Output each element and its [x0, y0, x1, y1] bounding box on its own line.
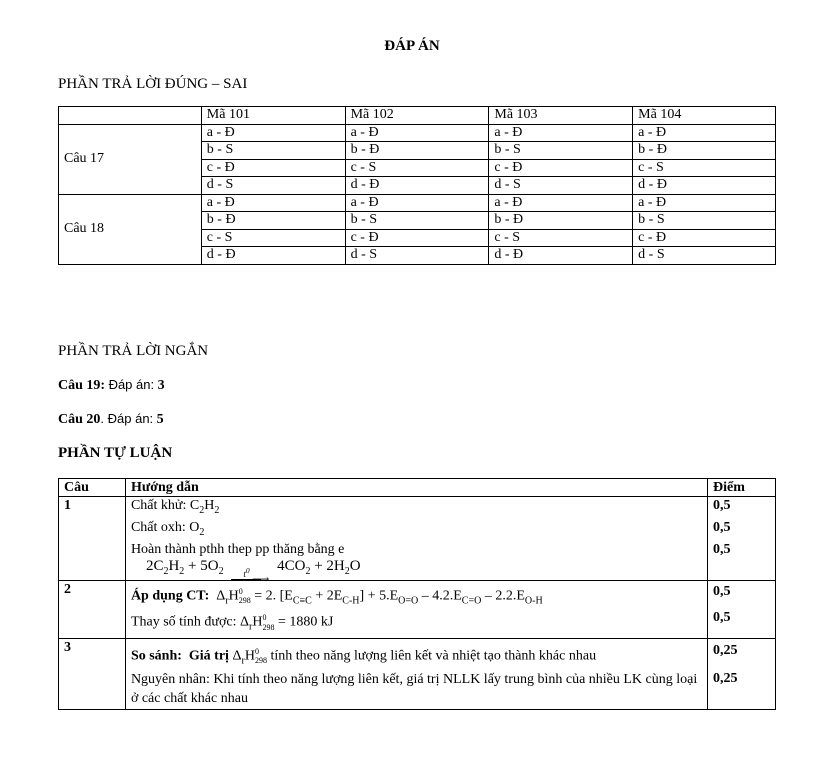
q2-line1: Áp dụng CT: $\Delta_rH^0_{298} = 2$. $[E_{C\equiv C} + 2E_{C-H}] + 5.E_{O=O} - 4.2.E_{C=O} - 2.2.E_{O-H}$	[125, 580, 707, 609]
q1-points-1: 0,5	[708, 497, 776, 519]
answer-cell: c - S	[201, 229, 345, 247]
q19-text: Đáp án:	[108, 377, 155, 392]
answer-cell: d - S	[345, 247, 489, 265]
q19-answer: 3	[157, 378, 165, 393]
table-row	[59, 124, 776, 142]
q1-line1: Chất khử: $C_2H_2$	[125, 497, 707, 519]
answer-cell: a - Đ	[201, 194, 345, 212]
answer-cell: a - Đ	[489, 194, 633, 212]
page-title: ĐÁP ÁN	[384, 38, 440, 54]
question-number: 3	[59, 638, 126, 709]
answer-cell: b - Đ	[489, 212, 633, 230]
section-essay-heading: PHẦN TỰ LUẬN	[58, 445, 173, 461]
section-true-false-heading: PHẦN TRẢ LỜI ĐÚNG – SAI	[58, 76, 248, 92]
q1-line3: Hoàn thành pthh thep pp thăng bằng e	[125, 541, 707, 558]
section-short-answer-heading: PHẦN TRẢ LỜI NGẮN	[58, 343, 209, 359]
true-false-table	[58, 106, 776, 265]
q20-answer: 5	[156, 412, 164, 427]
table-header-row	[59, 479, 776, 497]
header-diem: Điểm	[708, 479, 776, 497]
q3-points-2: 0,25	[708, 670, 776, 710]
answer-cell: c - Đ	[489, 159, 633, 177]
header-cau: Câu	[59, 479, 126, 497]
answer-cell: a - Đ	[201, 124, 345, 142]
question-label: Câu 18	[59, 194, 202, 264]
table-row	[59, 638, 776, 670]
answer-cell: b - S	[201, 142, 345, 160]
q3-line2: Nguyên nhân: Khi tính theo năng lượng liên kết, giá trị NLLK lấy trung bình của nhiều LK cùng loại ở các chất khác nhau	[125, 670, 707, 710]
table-row	[59, 670, 776, 710]
q20-text: . Đáp án:	[100, 411, 154, 426]
answer-cell: d - S	[201, 177, 345, 195]
question-label: Câu 17	[59, 124, 202, 194]
answer-q20	[58, 411, 164, 428]
q2-points-1: 0,5	[708, 580, 776, 609]
table-row	[59, 541, 776, 558]
answer-cell: c - Đ	[201, 159, 345, 177]
answer-cell: d - Đ	[201, 247, 345, 265]
table-row	[59, 580, 776, 609]
header-cell: Mã 104	[633, 107, 776, 125]
table-row	[59, 497, 776, 519]
answer-cell: c - Đ	[345, 229, 489, 247]
answer-cell: d - S	[633, 247, 776, 265]
answer-cell: a - Đ	[345, 124, 489, 142]
answer-cell: d - Đ	[633, 177, 776, 195]
answer-cell: a - Đ	[345, 194, 489, 212]
answer-cell: d - Đ	[489, 247, 633, 265]
table-row	[59, 194, 776, 212]
answer-cell: a - Đ	[633, 194, 776, 212]
answer-cell: b - S	[345, 212, 489, 230]
q1-points-2: 0,5	[708, 519, 776, 541]
q3-points-1: 0,25	[708, 638, 776, 670]
answer-cell: a - Đ	[633, 124, 776, 142]
q2-points-2: 0,5	[708, 609, 776, 638]
q2-line2: Thay số tính được: $\Delta_rH^0_{298} = 1880$ kJ	[125, 609, 707, 638]
q20-label: Câu 20	[58, 412, 101, 427]
answer-q19	[58, 377, 165, 394]
answer-cell: d - Đ	[345, 177, 489, 195]
answer-cell: c - S	[489, 229, 633, 247]
q1-points-3: 0,5	[708, 541, 776, 558]
table-row	[59, 519, 776, 541]
header-cell	[59, 107, 202, 125]
table-row	[59, 558, 776, 581]
question-number: 1	[59, 497, 126, 581]
answer-cell: d - S	[489, 177, 633, 195]
table-row	[59, 609, 776, 638]
q19-label: Câu 19:	[58, 378, 106, 393]
header-cell: Mã 102	[345, 107, 489, 125]
question-number: 2	[59, 580, 126, 638]
essay-table	[58, 478, 776, 710]
table-header-row	[59, 107, 776, 125]
answer-cell: b - Đ	[201, 212, 345, 230]
answer-cell: b - Đ	[633, 142, 776, 160]
header-huong-dan: Hướng dẫn	[125, 479, 707, 497]
answer-cell: c - S	[633, 159, 776, 177]
answer-cell: c - Đ	[633, 229, 776, 247]
q1-line2: Chất oxh: $O_2$	[125, 519, 707, 541]
answer-cell: b - S	[633, 212, 776, 230]
answer-cell: b - Đ	[345, 142, 489, 160]
header-cell: Mã 101	[201, 107, 345, 125]
q3-line1: So sánh: Giá trị $\Delta_rH^0_{298}$ tính theo năng lượng liên kết và nhiệt tạo thành khác nhau	[125, 638, 707, 670]
header-cell: Mã 103	[489, 107, 633, 125]
answer-cell: c - S	[345, 159, 489, 177]
answer-cell: a - Đ	[489, 124, 633, 142]
q1-equation: $2C_2H_2 + 5O_2$ $t^0$ ⟶ $4CO_2 + 2H_2O$	[125, 558, 707, 581]
answer-cell: b - S	[489, 142, 633, 160]
